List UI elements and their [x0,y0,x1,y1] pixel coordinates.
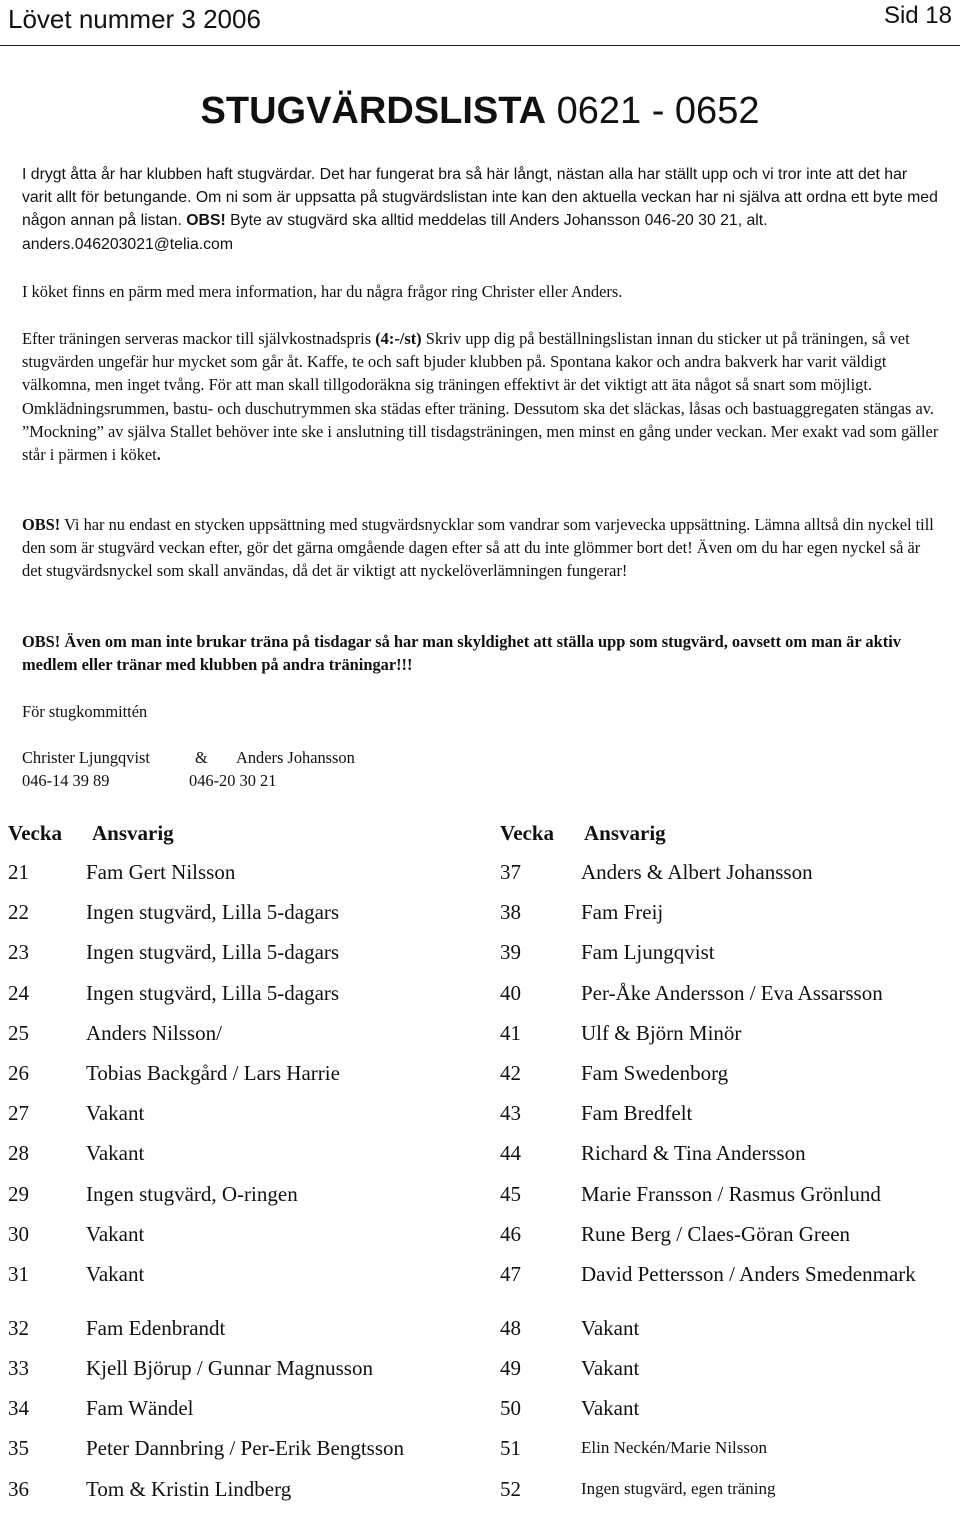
responsible-name: Ingen stugvärd, egen träning [581,1478,776,1498]
responsible-name: Elin Neckén/Marie Nilsson [581,1438,768,1458]
col-week-label: Vecka [500,821,555,845]
table-row [500,1314,940,1354]
table-row [500,938,940,978]
signer-1-name: Christer Ljungqvist [22,748,150,767]
col-resp-label: Ansvarig [92,821,174,845]
week-number: 33 [8,1356,29,1381]
header-divider [0,45,960,46]
table-row [8,1180,478,1220]
table-row [8,1220,478,1260]
week-number: 52 [500,1476,521,1501]
responsible-name: Fam Freij [581,900,664,925]
week-number: 27 [8,1101,29,1126]
duty-table-right-column [500,818,940,1515]
week-number: 43 [500,1101,521,1126]
responsible-name: Fam Bredfelt [581,1101,693,1126]
week-number: 32 [8,1315,29,1340]
week-number: 46 [500,1221,521,1246]
title-bold: STUGVÄRDSLISTA [200,90,547,132]
kitchen-info-paragraph: I köket finns en pärm med mera information, har du några frågor ring Christer eller Anders. [22,282,623,301]
intro-part-4: Byte av stugvärd ska alltid meddelas till Anders Johansson 046-20 30 21, alt. anders.046203021@telia.com [22,212,768,253]
signer-2-phone: 046-20 30 21 [189,771,277,790]
week-number: 36 [8,1476,29,1501]
week-number: 39 [500,940,521,965]
week-number: 37 [500,860,521,884]
responsible-name: Tom & Kristin Lindberg [86,1476,292,1501]
intro-paragraph [22,163,940,256]
key-paragraph [22,513,940,583]
signer-2-name: Anders Johansson [236,748,355,767]
responsible-name: Anders Nilsson/ [86,1020,222,1045]
table-row [500,858,940,898]
responsible-name: Ingen stugvärd, Lilla 5-dagars [86,900,340,925]
responsible-name: Fam Wändel [86,1396,194,1421]
week-number: 49 [500,1356,521,1381]
responsible-name: Ingen stugvärd, O-ringen [86,1181,298,1206]
responsible-name: Ingen stugvärd, Lilla 5-dagars [86,940,340,965]
signature-block [22,746,940,792]
key-obs: OBS! [22,515,61,534]
table-row [500,1394,940,1434]
table-row [500,1220,940,1260]
responsible-name: Vakant [581,1315,640,1340]
page-title [0,90,960,133]
week-number: 38 [500,900,521,925]
week-number: 28 [8,1141,29,1166]
table-row [8,1260,478,1314]
responsible-name: Peter Dannbring / Per-Erik Bengtsson [86,1436,405,1461]
committee-line: För stugkommittén [22,702,148,721]
key-text: Vi har nu endast en stycken uppsättning med stugvärdsnycklar som vandrar som varjevecka uppsättning. Lämna alltså din nyckel till den som är stugvärd veckan efter, gör det gärna omgående dagen efter så att du inte glömmer bort det! Även om du har egen nyckel så är det stugvärdsnyckel som skall användas, då det är viktigt att nyckelöverlämningen fungerar! [22,515,934,581]
signer-ampersand: & [195,748,208,767]
week-number: 35 [8,1436,29,1461]
table-row [8,858,478,898]
responsible-name: Ingen stugvärd, Lilla 5-dagars [86,980,340,1005]
responsible-name: Vakant [86,1261,145,1286]
week-number: 25 [8,1020,29,1045]
responsible-name: Vakant [581,1356,640,1381]
sandwich-paragraph [22,327,940,466]
table-row [500,1354,940,1394]
table-row [500,1475,940,1515]
table-row [8,1314,478,1354]
table-row [8,1394,478,1434]
table-row [500,1059,940,1099]
table-row [8,1354,478,1394]
table-row [8,1139,478,1179]
responsible-name: Anders & Albert Johansson [581,860,813,884]
sandwich-part-1: Efter träningen serveras mackor till självkostnadspris [22,329,376,348]
responsible-name: Vakant [86,1141,145,1166]
week-number: 51 [500,1436,521,1461]
table-row [500,898,940,938]
table-header-right [500,818,940,858]
responsible-name: Kjell Björup / Gunnar Magnusson [86,1356,373,1381]
sandwich-part-3: Skriv upp dig på beställningslistan innan du sticker ut på träningen, så vet stugvärden ungefär hur mycket som går åt. Kaffe, te och saft bjuder klubben på. Spontana kakor och andra bakverk har varit väldigt välkomna, men inget tvång. För att man skall tillgodoräkna sig träningen effektivt är det viktigt att äta något så snart som möjligt. [22,329,910,395]
table-row [8,1059,478,1099]
responsible-name: Tobias Backgård / Lars Harrie [86,1060,340,1085]
obligation-paragraph: OBS! Även om man inte brukar träna på tisdagar så har man skyldighet att ställa upp som stugvärd, oavsett om man är aktiv medlem eller tränar med klubben på andra träningar!!! [22,632,901,675]
week-number: 47 [500,1261,521,1286]
responsible-name: Vakant [86,1101,145,1126]
table-header-left [8,818,478,858]
duty-table-left-column [8,818,478,1515]
intro-part-1: I drygt åtta år har klubben haft stugvärdar. Det har fungerat bra så här långt, nästan alla har ställt upp och vi tror inte att det har varit allt för betungande. [22,166,908,207]
table-row [8,1475,478,1515]
responsible-name: Fam Swedenborg [581,1060,729,1085]
signer-1-phone: 046-14 39 89 [22,771,110,790]
table-row [8,1019,478,1059]
table-row [500,1019,940,1059]
responsible-name: Vakant [86,1221,145,1246]
week-number: 50 [500,1396,521,1421]
table-row [500,1099,940,1139]
responsible-name: Fam Ljungqvist [581,940,715,965]
page-header [0,0,960,46]
responsible-name: Per-Åke Andersson / Eva Assarsson [581,980,883,1005]
cleaning-period: . [156,445,161,465]
col-resp-label: Ansvarig [584,821,666,845]
responsible-name: Marie Fransson / Rasmus Grönlund [581,1181,881,1206]
table-row [8,938,478,978]
intro-obs: OBS! [186,212,226,230]
responsible-name: Richard & Tina Andersson [581,1141,806,1166]
table-row [8,979,478,1019]
table-row [8,1434,478,1474]
table-row [8,898,478,938]
week-number: 23 [8,940,29,965]
cleaning-text: Omklädningsrummen, bastu- och duschutrymmen ska städas efter träning. Dessutom ska det släckas, låsas och bastuaggregaten stängas av. ”Mockning” av själva Stallet behöver inte ske i anslutning till tisdagsträningen, men minst en gång under veckan. Mer exakt vad som gäller står i pärmen i köket [22,398,939,465]
responsible-name: David Pettersson / Anders Smedenmark [581,1261,916,1286]
week-number: 22 [8,900,29,925]
title-rest: 0621 - 0652 [546,90,760,132]
responsible-name: Fam Gert Nilsson [86,860,236,884]
responsible-name: Ulf & Björn Minör [581,1020,742,1045]
table-row [500,979,940,1019]
week-number: 45 [500,1181,521,1206]
week-number: 41 [500,1020,521,1045]
intro-part-2: Om ni som är uppsatta på stugvärdslistan inte kan den aktuella veckan har ni själva att ordna ett byte med någon annan på listan. [22,189,938,230]
table-row [500,1180,940,1220]
table-row [8,1099,478,1139]
week-number: 31 [8,1261,29,1286]
week-number: 26 [8,1060,29,1085]
week-number: 42 [500,1060,521,1085]
responsible-name: Fam Edenbrandt [86,1315,226,1340]
week-number: 30 [8,1221,29,1246]
week-number: 29 [8,1181,29,1206]
table-row [500,1434,940,1474]
col-week-label: Vecka [8,821,63,845]
page-number: Sid 18 [883,2,952,29]
week-number: 40 [500,980,521,1005]
sandwich-price: (4:-/st) [375,329,422,348]
table-row [500,1139,940,1179]
week-number: 21 [8,860,29,884]
week-number: 44 [500,1141,521,1166]
publication-title: Lövet nummer 3 2006 [8,4,261,34]
table-row [500,1260,940,1314]
week-number: 24 [8,980,29,1005]
responsible-name: Rune Berg / Claes-Göran Green [581,1221,851,1246]
week-number: 34 [8,1396,29,1421]
week-number: 48 [500,1315,521,1340]
responsible-name: Vakant [581,1396,640,1421]
